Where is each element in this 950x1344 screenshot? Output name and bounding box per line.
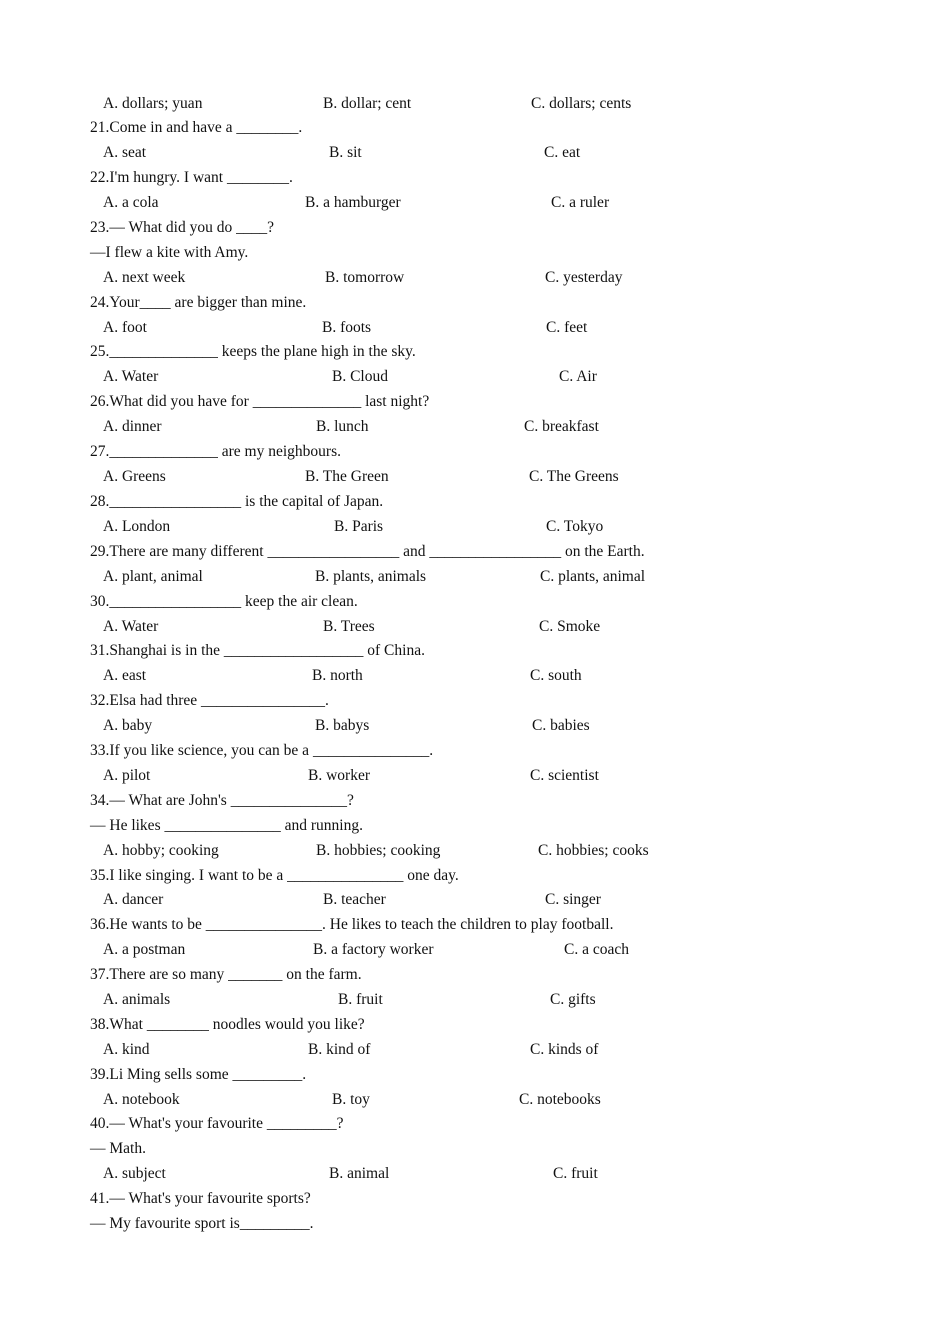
question-34: 34.— What are John's _______________? <box>90 792 354 809</box>
option-c: C. plants, animal <box>540 568 646 585</box>
option-b: B. The Green <box>305 468 389 485</box>
option-a: A. plant, animal <box>103 568 203 585</box>
option-c: C. eat <box>544 144 581 161</box>
option-a: A. Greens <box>103 468 166 485</box>
option-c: C. hobbies; cooks <box>538 842 649 859</box>
option-a: A. pilot <box>103 767 151 784</box>
question-38: 38.What ________ noodles would you like? <box>90 1016 365 1033</box>
question-29: 29.There are many different _________________ and _________________ on the Earth. <box>90 543 645 560</box>
option-c: C. fruit <box>553 1165 598 1182</box>
option-a: A. dinner <box>103 418 162 435</box>
option-a: A. kind <box>103 1041 150 1058</box>
option-b: B. plants, animals <box>315 568 427 585</box>
option-c: C. gifts <box>550 991 596 1008</box>
option-c: C. Air <box>559 368 597 385</box>
question-27: 27.______________ are my neighbours. <box>90 443 341 460</box>
option-c: C. notebooks <box>519 1091 601 1108</box>
question-24: 24.Your____ are bigger than mine. <box>90 294 307 311</box>
option-a: A. hobby; cooking <box>103 842 219 859</box>
option-a: A. dancer <box>103 891 164 908</box>
question-36: 36.He wants to be _______________. He likes to teach the children to play football. <box>90 916 614 933</box>
question-23: 23.— What did you do ____? <box>90 219 274 236</box>
option-c: C. singer <box>545 891 601 908</box>
option-c: C. a coach <box>564 941 629 958</box>
option-c: C. feet <box>546 319 588 336</box>
question-39: 39.Li Ming sells some _________. <box>90 1066 307 1083</box>
question-41: 41.— What's your favourite sports? <box>90 1190 311 1207</box>
option-b: B. dollar; cent <box>323 95 412 112</box>
question-25: 25.______________ keeps the plane high in the sky. <box>90 343 416 360</box>
question-40: 40.— What's your favourite _________? <box>90 1115 344 1132</box>
option-a: A. animals <box>103 991 171 1008</box>
option-b: B. kind of <box>308 1041 371 1058</box>
option-a: A. next week <box>103 269 186 286</box>
option-c: C. The Greens <box>529 468 619 485</box>
option-a: A. a postman <box>103 941 186 958</box>
option-b: B. lunch <box>316 418 369 435</box>
question-35: 35.I like singing. I want to be a _______________ one day. <box>90 867 459 884</box>
question-22: 22.I'm hungry. I want ________. <box>90 169 293 186</box>
option-b: B. fruit <box>338 991 383 1008</box>
option-b: B. Paris <box>334 518 384 535</box>
question-34-answer: — He likes _______________ and running. <box>90 817 363 834</box>
question-40-answer: — Math. <box>90 1140 146 1157</box>
option-c: C. a ruler <box>551 194 610 211</box>
question-41-answer: — My favourite sport is_________. <box>90 1215 314 1232</box>
option-b: B. north <box>312 667 363 684</box>
option-b: B. toy <box>332 1091 370 1108</box>
option-a: A. east <box>103 667 147 684</box>
question-32: 32.Elsa had three ________________. <box>90 692 329 709</box>
option-b: B. babys <box>315 717 370 734</box>
option-c: C. dollars; cents <box>531 95 632 112</box>
option-c: C. yesterday <box>545 269 623 286</box>
option-b: B. hobbies; cooking <box>316 842 441 859</box>
option-a: A. notebook <box>103 1091 180 1108</box>
option-b: B. tomorrow <box>325 269 405 286</box>
option-a: A. Water <box>103 618 159 635</box>
option-c: C. breakfast <box>524 418 599 435</box>
option-c: C. babies <box>532 717 590 734</box>
option-c: C. Smoke <box>539 618 601 635</box>
question-37: 37.There are so many _______ on the farm. <box>90 966 362 983</box>
option-a: A. dollars; yuan <box>103 95 203 112</box>
option-b: B. worker <box>308 767 370 784</box>
question-26: 26.What did you have for ______________ last night? <box>90 393 430 410</box>
question-28: 28._________________ is the capital of Japan. <box>90 493 384 510</box>
option-a: A. London <box>103 518 171 535</box>
option-a: A. baby <box>103 717 153 734</box>
option-b: B. teacher <box>323 891 386 908</box>
question-21: 21.Come in and have a ________. <box>90 119 303 136</box>
option-b: B. foots <box>322 319 372 336</box>
option-c: C. scientist <box>530 767 599 784</box>
option-b: B. Trees <box>323 618 375 635</box>
option-c: C. Tokyo <box>546 518 604 535</box>
option-b: B. Cloud <box>332 368 388 385</box>
option-b: B. a hamburger <box>305 194 401 211</box>
question-30: 30._________________ keep the air clean. <box>90 593 358 610</box>
question-23-answer: —I flew a kite with Amy. <box>90 244 249 261</box>
option-a: A. foot <box>103 319 147 336</box>
option-b: B. animal <box>329 1165 390 1182</box>
question-31: 31.Shanghai is in the __________________ of China. <box>90 642 425 659</box>
option-a: A. subject <box>103 1165 166 1182</box>
option-c: C. kinds of <box>530 1041 599 1058</box>
question-33: 33.If you like science, you can be a _______________. <box>90 742 434 759</box>
option-a: A. Water <box>103 368 159 385</box>
option-c: C. south <box>530 667 582 684</box>
option-a: A. a cola <box>103 194 159 211</box>
option-a: A. seat <box>103 144 147 161</box>
option-b: B. sit <box>329 144 362 161</box>
option-b: B. a factory worker <box>313 941 434 958</box>
